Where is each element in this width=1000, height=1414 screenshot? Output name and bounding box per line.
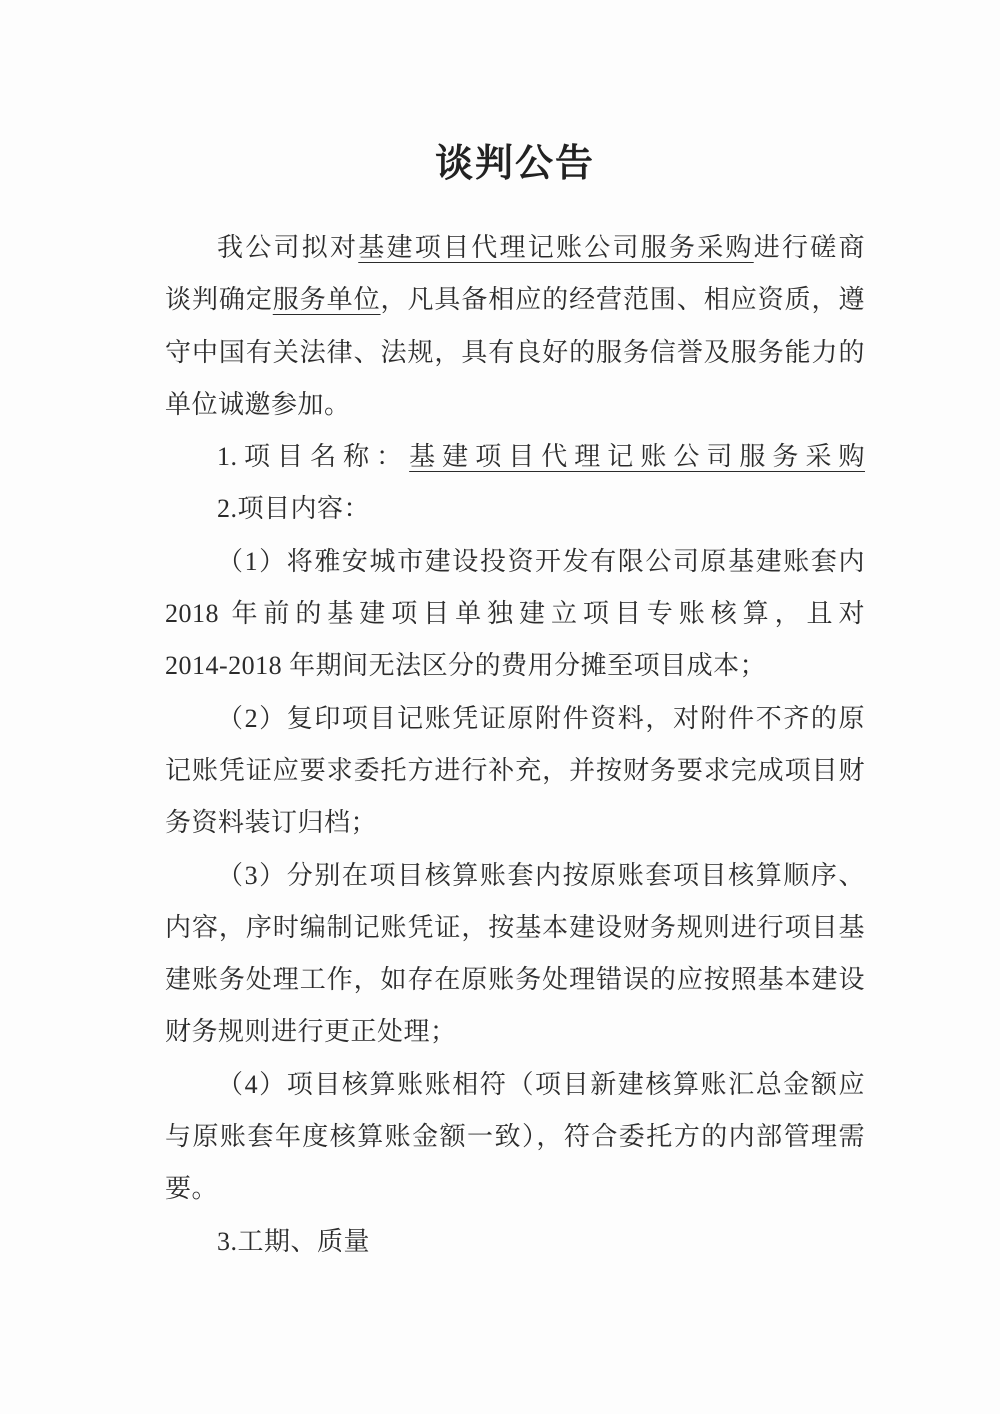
text-segment: 1.项目名称： xyxy=(217,442,410,472)
text-line xyxy=(165,431,865,483)
text-line xyxy=(165,588,865,640)
text-segment: 务资料装订归档； xyxy=(165,808,378,838)
text-segment: 我公司拟对 xyxy=(217,233,359,262)
text-line xyxy=(165,1059,865,1111)
text-segment: 守中国有关法律、法规，具有良好的服务信誉及服务能力的 xyxy=(165,337,865,367)
text-segment: （4）项目核算账账相符（项目新建核算账汇总金额应 xyxy=(217,1069,865,1099)
text-line xyxy=(165,954,865,1006)
text-segment: 内容，序时编制记账凭证，按基本建设财务规则进行项目基 xyxy=(165,912,865,942)
text-line xyxy=(165,1163,865,1215)
text-line xyxy=(165,850,865,902)
text-segment: （2）复印项目记账凭证原附件资料，对附件不齐的原 xyxy=(217,703,865,733)
text-line xyxy=(165,483,865,535)
text-segment: 2014-2018 年期间无法区分的费用分摊至项目成本； xyxy=(165,651,767,681)
text-line xyxy=(165,1216,865,1268)
underlined-text: 基建项目代理记账公司服务采购 xyxy=(409,442,865,472)
text-line xyxy=(165,379,865,431)
text-segment: （3）分别在项目核算账套内按原账套项目核算顺序、 xyxy=(217,860,865,890)
text-line xyxy=(165,1006,865,1058)
text-line xyxy=(165,222,865,274)
text-line xyxy=(165,640,865,692)
text-segment: 进行磋商 xyxy=(753,233,865,262)
underlined-text: 基建项目代理记账公司服务采购 xyxy=(358,233,754,262)
text-segment: 谈判确定 xyxy=(165,285,273,315)
text-segment: 3.工期、质量 xyxy=(217,1226,371,1256)
text-segment: 单位诚邀参加。 xyxy=(165,389,351,419)
text-segment: 财务规则进行更正处理； xyxy=(165,1017,457,1047)
document-body xyxy=(165,222,865,1268)
text-line xyxy=(165,536,865,588)
text-line xyxy=(165,693,865,745)
text-segment: 要。 xyxy=(165,1174,219,1204)
document-title: 谈判公告 xyxy=(434,143,595,185)
text-segment: ，凡具备相应的经营范围、相应资质，遵 xyxy=(380,285,865,315)
text-segment: 记账凭证应要求委托方进行补充，并按财务要求完成项目财 xyxy=(165,755,865,785)
text-segment: 与原账套年度核算账金额一致），符合委托方的内部管理需 xyxy=(165,1122,865,1152)
text-line xyxy=(165,745,865,797)
text-line xyxy=(165,797,865,849)
text-segment: （1）将雅安城市建设投资开发有限公司原基建账套内 xyxy=(217,546,865,576)
text-line xyxy=(165,327,865,379)
text-segment: 2.项目内容： xyxy=(217,494,371,524)
underlined-text: 服务单位 xyxy=(272,285,381,315)
text-segment: 建账务处理工作，如存在原账务处理错误的应按照基本建设 xyxy=(165,965,865,995)
text-line xyxy=(165,902,865,954)
text-line xyxy=(165,1111,865,1163)
text-segment: 2018 年前的基建项目单独建立项目专账核算，且对 xyxy=(165,599,865,629)
text-line xyxy=(165,274,865,326)
